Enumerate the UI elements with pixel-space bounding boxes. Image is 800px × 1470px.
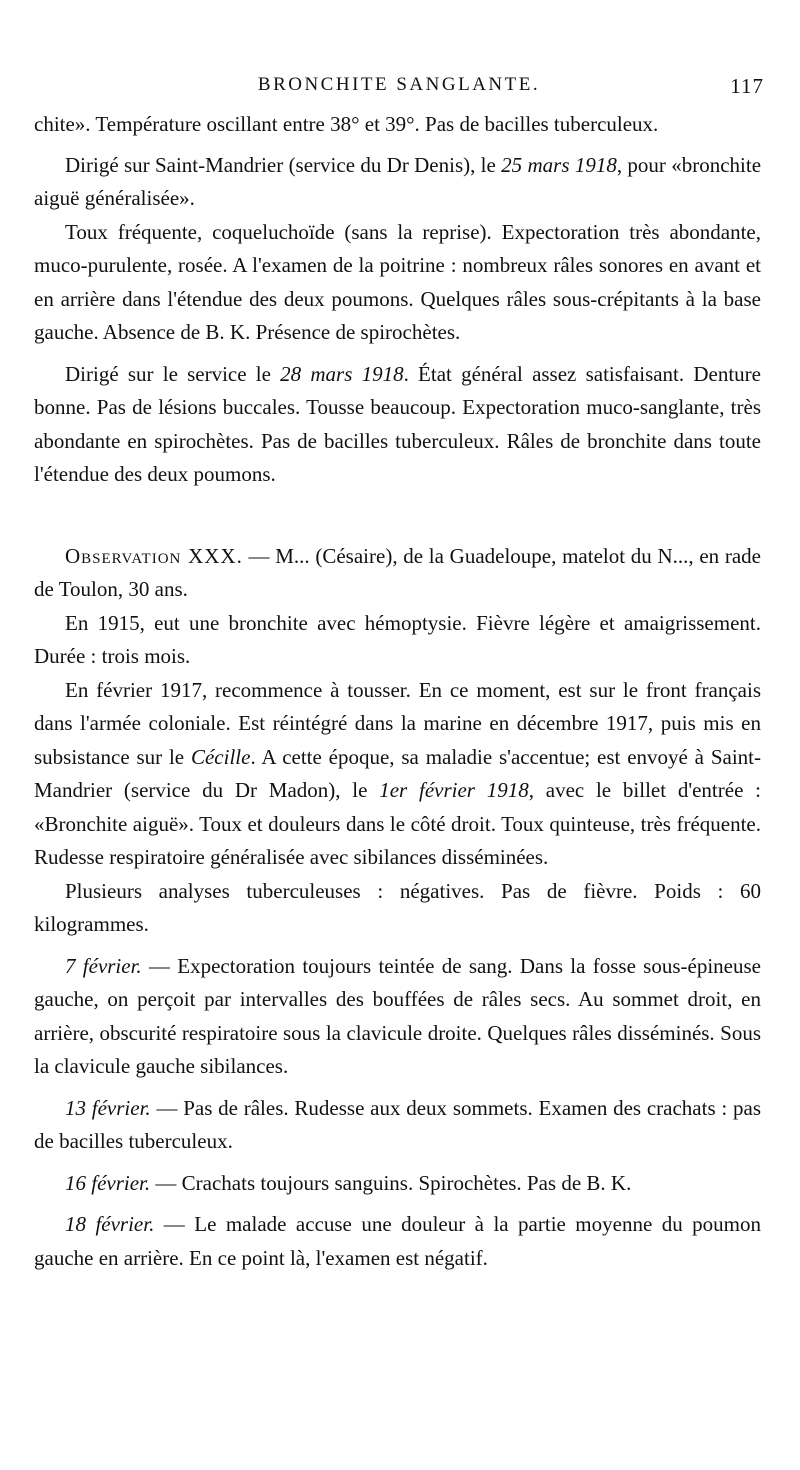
paragraph-text: En 1915, eut une bronchite avec hémoptysie. Fièvre légère et amaigrissement. Durée : trois mois. (34, 610, 761, 668)
entry-date: 18 février. (65, 1212, 155, 1236)
date-1er-fevrier: 1er février 1918 (379, 778, 529, 802)
page-number: 117 (730, 74, 764, 98)
paragraph-analyses (34, 875, 761, 942)
paragraph-text: Dirigé sur Saint-Mandrier (service du Dr Denis), le (65, 152, 502, 177)
paragraph-transfer-saint-mandrier (34, 149, 761, 216)
entry-18-fevrier (34, 1208, 761, 1275)
page-header (34, 74, 764, 104)
paragraph-continuation (34, 108, 761, 142)
entry-7-fevrier (34, 950, 761, 1084)
paragraph-text: — Le malade accuse une douleur à la partie moyenne du poumon gauche en arrière. En ce point là, l'examen est négatif. (34, 1212, 762, 1270)
page-body (34, 108, 761, 1275)
paragraph-transfer-service (34, 358, 761, 492)
entry-date: 13 février. (65, 1095, 151, 1120)
date-25-mars: 25 mars 1918 (501, 152, 617, 177)
date-28-mars: 28 mars 1918 (280, 361, 404, 386)
paragraph-text: , pour «bronchite aiguë généralisée». (34, 152, 762, 210)
entry-date: 16 février. (65, 1170, 151, 1195)
running-title: BRONCHITE SANGLANTE. (257, 74, 541, 95)
paragraph-text: chite». Température oscillant entre 38° et 39°. Pas de bacilles tuberculeux. (34, 112, 659, 136)
paragraph-text: . A cette époque, sa maladie s'accentue; est envoyé à Saint-Mandrier (service du Dr Madon), le (34, 744, 761, 802)
paragraph-text: . État général assez satisfaisant. Denture bonne. Pas de lésions buccales. Tousse beaucoup. Expectoration muco-sanglante, très abondante en spirochètes. Pas de bacilles tuberculeux. Râles de bronchite dans toute l'étendue des deux poumons. (34, 361, 761, 486)
paragraph-text: — M... (Césaire), de la Guadeloupe, matelot du N..., en rade de Toulon, 30 ans. (34, 543, 761, 601)
entry-16-fevrier (34, 1167, 761, 1201)
observation-heading (34, 540, 761, 607)
observation-title: Observation XXX. (65, 543, 243, 568)
paragraph-text: — Expectoration toujours teintée de sang. Dans la fosse sous-épineuse gauche, on perçoit par intervalles des bouffées de râles secs. Au sommet droit, en arrière, obscurité respiratoire sous la clavicule droite. Quelques râles disséminés. Sous la clavicule gauche sibilances. (34, 953, 761, 1078)
paragraph-clinical-exam (34, 216, 761, 350)
paragraph-text: — Pas de râles. Rudesse aux deux sommets. Examen des crachats : pas de bacilles tuberculeux. (34, 1095, 761, 1153)
paragraph-text: , avec le billet d'entrée : «Bronchite aiguë». Toux et douleurs dans le côté droit. Toux quinteuse, très fréquente. Rudesse respiratoire généralisée avec sibilances disséminées. (34, 778, 761, 869)
paragraph-text: En février 1917, recommence à tousser. En ce moment, est sur le front français dans l'armée coloniale. Est réintégré dans la marine en décembre 1917, puis mis en subsistance sur le (34, 677, 761, 769)
ship-name: Cécille (190, 744, 251, 769)
paragraph-text: — Crachats toujours sanguins. Spirochètes. Pas de B. K. (150, 1170, 632, 1195)
paragraph-history-1915 (34, 607, 761, 674)
entry-date: 7 février. (65, 953, 142, 978)
paragraph-text: Toux fréquente, coqueluchoïde (sans la reprise). Expectoration très abondante, muco-purulente, rosée. A l'examen de la poitrine : nombreux râles sonores en avant et en arrière dans l'étendue des deux poumons. Quelques râles sous-crépitants à la base gauche. Absence de B. K. Présence de spirochètes. (34, 219, 761, 344)
entry-13-fevrier (34, 1092, 761, 1159)
paragraph-text: Plusieurs analyses tuberculeuses : négatives. Pas de fièvre. Poids : 60 kilogrammes. (34, 878, 761, 936)
paragraph-text: Dirigé sur le service le (65, 361, 281, 386)
paragraph-history-1917 (34, 674, 761, 875)
